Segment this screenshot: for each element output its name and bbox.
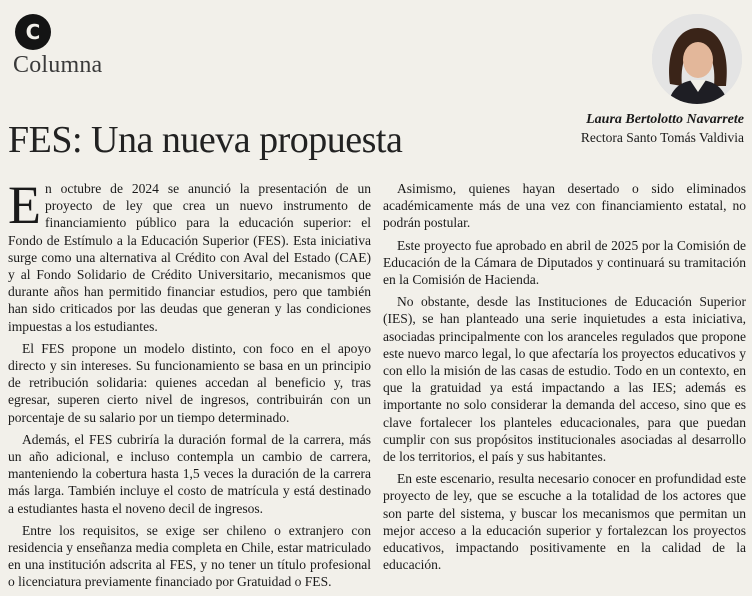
article-column-left: [8, 175, 371, 596]
author-photo: [652, 14, 742, 104]
article-headline: FES: Una nueva propuesta: [8, 119, 403, 161]
article-paragraph: [8, 175, 371, 335]
author-portrait-image: [652, 14, 742, 104]
article-paragraph: Entre los requisitos, se exige ser chileno o extranjero con residencia y enseñanza media completa en Chile, estar matriculado en una institución adscrita al FES, y no tener un título profesional o licenciatura previamente financiado por Gratuidad o FES.: [8, 522, 371, 590]
author-role: Rectora Santo Tomás Valdivia: [580, 130, 744, 145]
article-paragraph: El FES propone un modelo distinto, con foco en el apoyo directo y sin intereses. Su funcionamiento se basa en un principio de retribución solidaria: quienes accedan al beneficio y, tras egresar, superen cierto nivel de ingresos, contribuirán con un porcentaje de su salario por un tiempo determinado.: [8, 340, 371, 425]
drop-cap: E: [8, 175, 41, 235]
article-paragraph: Además, el FES cubriría la duración formal de la carrera, más un año adicional, e incluso contempla un cambio de carrera, manteniendo la cobertura hasta 1,5 veces la duración de la carrera más larga. También incluye el costo de matrícula y está destinado a estudiantes hasta el noveno decil de ingresos.: [8, 431, 371, 516]
section-label: Columna: [13, 52, 103, 78]
article-paragraph: Este proyecto fue aprobado en abril de 2025 por la Comisión de Educación de la Cámara de Diputados y continuará su tramitación en la Comisión de Hacienda.: [383, 237, 746, 288]
article-paragraph: No obstante, desde las Instituciones de Educación Superior (IES), se han planteado una serie inquietudes a esta iniciativa, asociadas principalmente con los aranceles regulados que propone este nuevo marco legal, lo que afectaría los proyectos educativos y con ello la misión de las casas de estudio. Todo en un contexto, en que la gratuidad ya está impactando a las IES; además es importante no solo considerar la demanda del acceso, sino que es clave fortalecer los planteles educacionales, para que puedan cumplir con sus propósitos institucionales asociadas al desarrollo de los territorios, el país y sus habitantes.: [383, 294, 746, 465]
column-logo: C: [15, 14, 51, 50]
article-paragraph: Asimismo, quienes hayan desertado o sido eliminados académicamente más de una vez con financiamiento estatal, no podrán postular.: [383, 181, 746, 231]
article-paragraph: En este escenario, resulta necesario conocer en profundidad este proyecto de ley, que se escuche a la totalidad de los actores que son parte del sistema, y buscar los mecanismos que permitan un mejor acceso a la educación superior y fortalezcan los proyectos educativos, impactando positivamente en la calidad de la educación.: [383, 471, 746, 573]
paragraph-text: n octubre de 2024 se anunció la presentación de un proyecto de ley que crea un nuevo instrumento de financiamiento público para la educación superior: el Fondo de Estímulo a la Educación Superior (FES). Esta iniciativa surge como una alternativa al Crédito con Aval del Estado (CAE) y al Fondo Solidario de Crédito Universitario, mecanismos que durante años han permitido financiar estudios, pero que también han sido criticados por las deudas que generan y las condiciones impuestas a los estudiantes.: [8, 181, 371, 334]
author-name: Laura Bertolotto Navarrete: [586, 112, 744, 127]
article-column-right: [383, 180, 746, 578]
